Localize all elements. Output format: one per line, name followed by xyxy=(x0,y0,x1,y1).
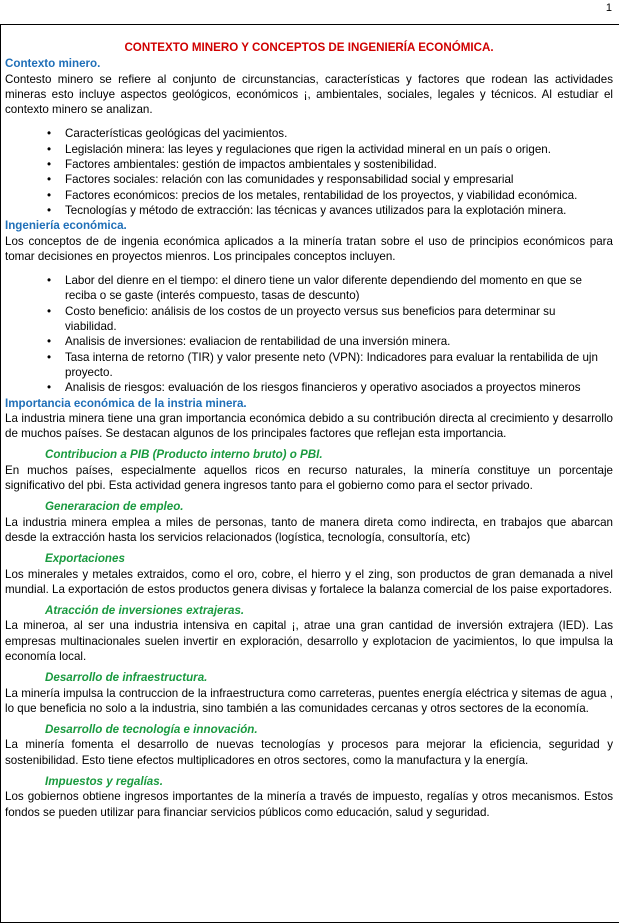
paragraph-inversiones: La mineroa, al ser una industria intensiva en capital ¡, atrae una gran cantidad de inversión extrajera (IED). Las empresas multinacionales suelen invertir en exploración, desarrollo y explotacion de yacimientos, lo que impulsa la economía local. xyxy=(5,619,613,663)
paragraph-importancia: La industria minera tiene una gran importancia económica debido a su contribución directa al crecimiento y desarrollo de muchos países. Se destacan algunos de los principales factores que reflejan esta importancia. xyxy=(5,411,613,441)
bullet-icon: • xyxy=(47,188,52,202)
bullet-icon: • xyxy=(47,335,52,349)
paragraph-infraestructura: La minería impulsa la contruccion de la infraestructura como carreteras, puentes energía eléctrica y sitemas de agua , lo que beneficia no solo a la industria, sino también a las comunidades cercanas y otros sectores de la economía. xyxy=(5,686,613,715)
list-item: • Tasa interna de retorno (TIR) y valor presente neto (VPN): Indicadores para evaluar la rentabilida de ujn proyecto. xyxy=(47,350,598,379)
bullet-icon: • xyxy=(47,173,52,187)
list-item: • Costo beneficio: análisis de los costos de un proyecto versus sus beneficios para determinar su viabilidad. xyxy=(47,304,556,334)
list-item: • Labor del dienre en el tiempo: el dinero tiene un valor diferente dependiendo del momento en que se reciba o se gaste (interés compuesto, tasas de descunto) xyxy=(47,274,582,303)
list-item: • Factores económicos: precios de los metales, rentabilidad de los proyectos, y viabilidad económica. xyxy=(47,188,578,202)
section-heading-importancia: Importancia económica de la instria minera. xyxy=(5,396,247,410)
document-title: CONTEXTO MINERO Y CONCEPTOS DE INGENIERÍA ECONÓMICA. xyxy=(124,41,494,54)
list-item: • Analisis de inversiones: evaliacion de rentabilidad de una inversión minera. xyxy=(47,335,451,349)
bullet-list-ingenieria xyxy=(5,273,613,395)
bullet-icon: • xyxy=(47,158,52,172)
bullet-icon: • xyxy=(47,203,52,217)
subheading-infraestructura: Desarrollo de infraestructura. xyxy=(45,671,208,685)
list-item: • Características geológicas del yacimientos. xyxy=(47,127,288,141)
page-number: 1 xyxy=(605,2,612,14)
subheading-empleo: Generaracion de empleo. xyxy=(45,500,184,514)
bullet-icon: • xyxy=(47,304,52,318)
list-item: • Factores ambientales: gestión de impactos ambientales y sostenibilidad. xyxy=(47,158,437,172)
bullet-icon: • xyxy=(47,142,52,156)
paragraph-impuestos: Los gobiernos obtiene ingresos importantes de la minería a través de impuesto, regalías y otros mecanismos. Estos fondos se pueden utilizar para financiar servicios públicos como educación, salud y seguridad. xyxy=(5,790,613,819)
list-item: • Legislación minera: las leyes y regulaciones que rigen la actividad mineral en un país o origen. xyxy=(47,142,551,156)
paragraph-exportaciones: Los minerales y metales extraidos, como el oro, cobre, el hierro y el zing, son productos de gran demanada a nivel mundial. La exportación de estos productos genera divisas y fortalece la balanza comercial de los paise exportadores. xyxy=(5,567,613,596)
section-heading-contexto: Contexto minero. xyxy=(5,57,101,71)
list-item: • Factores sociales: relación con las comunidades y responsabilidad social y empresarial xyxy=(47,173,514,187)
subheading-inversiones: Atracción de inversiones extrajeras. xyxy=(45,604,245,618)
document-body xyxy=(5,40,613,820)
bullet-icon: • xyxy=(47,274,52,288)
subheading-impuestos: Impuestos y regalías. xyxy=(45,775,163,789)
bullet-icon: • xyxy=(47,350,52,364)
bullet-icon: • xyxy=(47,127,52,141)
section-heading-ingenieria: Ingeniería económica. xyxy=(5,219,127,233)
bullet-icon: • xyxy=(47,381,52,395)
list-item: • Analisis de riesgos: evaluación de los riesgos financieros y operativo asociados a proyectos mineros xyxy=(47,381,581,395)
bullet-list-contexto xyxy=(5,126,613,218)
list-item: • Tecnologías y método de extracción: las técnicas y avances utilizados para la explotación minera. xyxy=(47,203,567,217)
paragraph-ingenieria: Los conceptos de de ingenia económica aplicados a la minería tratan sobre el uso de principios económicos para tomar decisiones en proyectos mienros. Los principales conceptos incluyen. xyxy=(5,234,613,263)
paragraph-empleo: La industria minera emplea a miles de personas, tanto de manera direta como indirecta, en trabajos que abarcan desde la extracción hasta los servicios relacionados (logística, tecnología, consultoría, etc) xyxy=(5,515,613,544)
paragraph-pib: En muchos países, especialmente aquellos ricos en recurso naturales, la minería constituye un porcentaje significativo del pbi. Esta actividad genera ingresos tanto para el gobierno como para el sector privado. xyxy=(5,463,613,493)
paragraph-contexto: Contesto minero se refiere al conjunto de circunstancias, características y factores que rodean las actividades mineras esto incluye aspectos geológicos, económicos ¡, ambientales, sociales, legales y técnicos. Al estudiar el contexto minero se analizan. xyxy=(5,72,613,117)
subheading-pib: Contribucion a PIB (Producto interno bruto) o PBI. xyxy=(45,448,323,462)
paragraph-tecnologia: La minería fomenta el desarrollo de nuevas tecnologías y procesos para mejorar la eficiencia, seguridad y sostenibilidad. Esto tiene efectos multiplicadores en otros sectores, como la manufactura y la energía. xyxy=(5,738,613,767)
subheading-tecnologia: Desarrollo de tecnología e innovación. xyxy=(45,723,258,737)
subheading-exportaciones: Exportaciones xyxy=(45,552,125,566)
